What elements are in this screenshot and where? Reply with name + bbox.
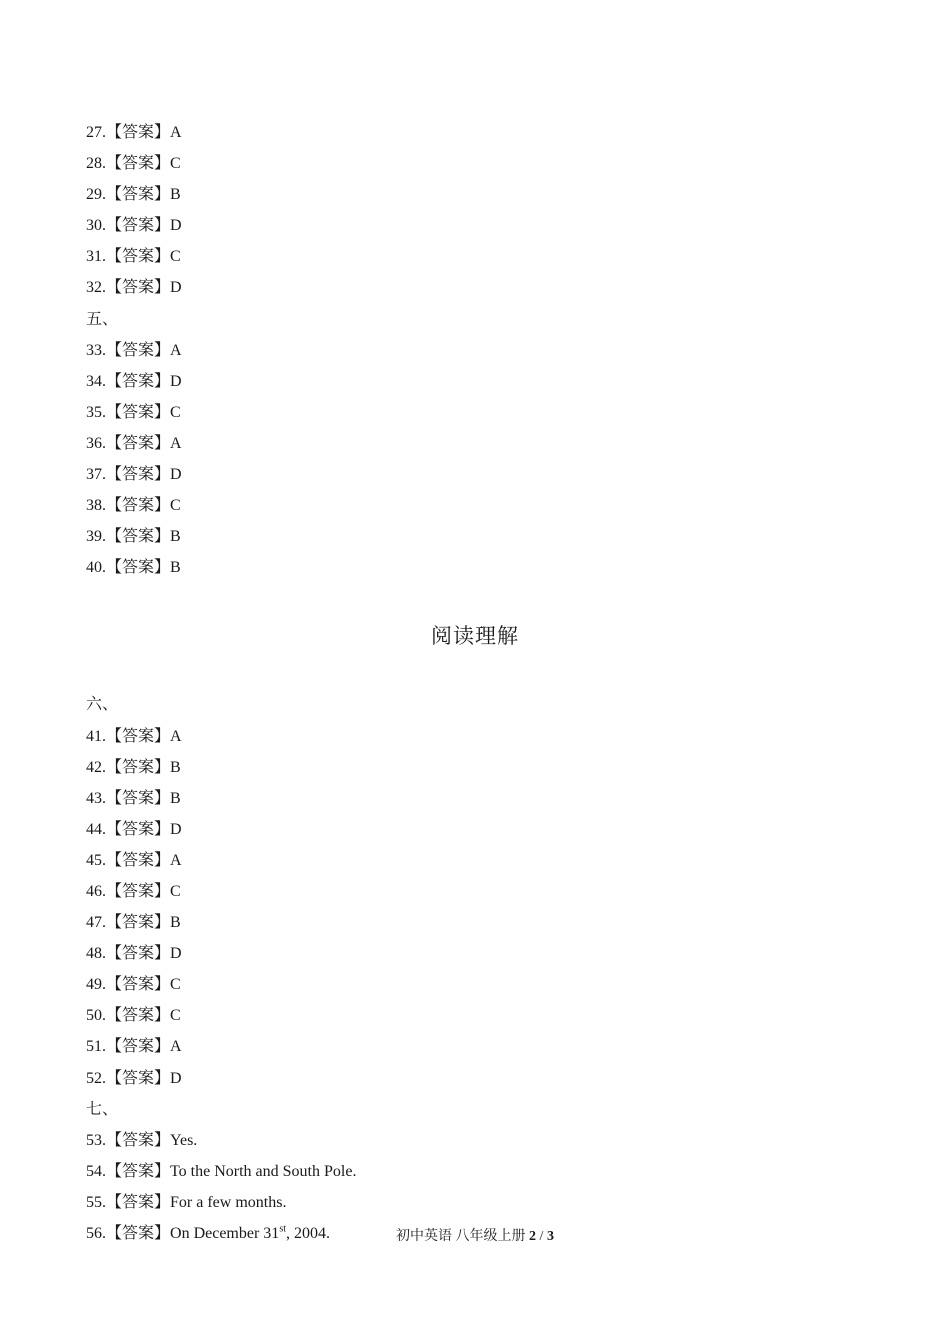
answer-value: D (170, 217, 182, 235)
answer-tag: 【答案】 (106, 559, 171, 577)
answer-line (86, 1063, 866, 1094)
answer-tag: 【答案】 (106, 789, 171, 807)
question-number: 36. (86, 434, 106, 452)
answer-line (86, 179, 866, 210)
section-label: 六、 (86, 696, 119, 714)
answer-value: A (170, 1038, 182, 1056)
question-number: 56. (86, 1225, 106, 1242)
answer-line (86, 907, 866, 938)
answer-line (86, 521, 866, 552)
answer-value: D (170, 279, 182, 297)
question-number: 44. (86, 820, 106, 838)
answer-value: D (170, 945, 182, 963)
answer-line (86, 335, 866, 366)
answer-line (86, 428, 866, 459)
answer-value: C (170, 1007, 181, 1025)
answer-line (86, 117, 866, 148)
answer-tag: 【答案】 (106, 1038, 171, 1056)
answer-value-tail: , 2004. (285, 1225, 330, 1242)
answer-line (86, 459, 866, 490)
question-number: 47. (86, 914, 106, 932)
page-separator: / (539, 1229, 544, 1244)
question-number: 53. (86, 1131, 106, 1149)
page-number: 2 (529, 1229, 537, 1244)
answer-value: B (170, 186, 181, 204)
answer-value: B (170, 789, 181, 807)
question-number: 39. (86, 528, 106, 546)
answer-value: A (170, 341, 182, 359)
answer-value: B (170, 559, 181, 577)
question-number: 38. (86, 497, 106, 515)
answer-line (86, 366, 866, 397)
answer-tag: 【答案】 (106, 466, 171, 484)
question-number: 28. (86, 155, 106, 173)
answer-value: C (170, 497, 181, 515)
answer-line (86, 938, 866, 969)
answer-value: D (170, 372, 182, 390)
question-number: 27. (86, 124, 106, 141)
section-heading: 阅读理解 (431, 624, 519, 649)
answer-line (86, 397, 866, 428)
answer-tag: 【答案】 (106, 851, 171, 869)
answer-line (86, 721, 866, 752)
section-label: 五、 (86, 310, 119, 328)
answer-value: C (170, 403, 181, 421)
question-number: 37. (86, 466, 106, 484)
question-number: 40. (86, 559, 106, 577)
answer-value: For a few months. (170, 1193, 287, 1211)
answer-line (86, 1156, 866, 1187)
answer-value: C (170, 882, 181, 900)
question-number: 55. (86, 1193, 106, 1211)
question-number: 51. (86, 1038, 106, 1056)
answer-value: Yes. (170, 1131, 198, 1149)
answer-value: B (170, 528, 181, 546)
answer-line (86, 552, 866, 583)
answer-line (86, 1125, 866, 1156)
answer-tag: 【答案】 (106, 1131, 171, 1149)
question-number: 41. (86, 727, 106, 745)
question-number: 42. (86, 758, 106, 776)
question-number: 35. (86, 403, 106, 421)
answer-tag: 【答案】 (106, 403, 171, 421)
answer-value: D (170, 466, 182, 484)
answer-line (86, 490, 866, 521)
answer-value: A (170, 434, 182, 452)
answer-tag: 【答案】 (106, 434, 171, 452)
answer-line (86, 845, 866, 876)
page-footer (0, 1227, 950, 1247)
question-number: 52. (86, 1069, 106, 1087)
question-number: 30. (86, 217, 106, 235)
answer-line (86, 1000, 866, 1031)
answer-value: A (170, 124, 182, 141)
answer-tag: 【答案】 (106, 124, 171, 141)
answer-line (86, 272, 866, 303)
answer-tag: 【答案】 (106, 155, 171, 173)
answer-value: A (170, 851, 182, 869)
question-number: 34. (86, 372, 106, 390)
answer-list (86, 117, 866, 1249)
question-number: 54. (86, 1162, 106, 1180)
question-number: 43. (86, 789, 106, 807)
answer-value: C (170, 155, 181, 173)
answer-value: To the North and South Pole. (170, 1162, 357, 1180)
answer-line (86, 148, 866, 179)
answer-value: D (170, 1069, 182, 1087)
answer-tag: 【答案】 (106, 976, 171, 994)
answer-line (86, 241, 866, 272)
question-number: 32. (86, 279, 106, 297)
question-number: 29. (86, 186, 106, 204)
answer-line (86, 969, 866, 1000)
answer-line (86, 783, 866, 814)
question-number: 31. (86, 248, 106, 266)
question-number: 49. (86, 976, 106, 994)
answer-tag: 【答案】 (106, 186, 171, 204)
answer-tag: 【答案】 (106, 497, 171, 515)
answer-tag: 【答案】 (106, 914, 171, 932)
answer-tag: 【答案】 (106, 217, 171, 235)
answer-tag: 【答案】 (106, 758, 171, 776)
answer-tag: 【答案】 (106, 727, 171, 745)
page-total: 3 (546, 1229, 554, 1244)
answer-tag: 【答案】 (106, 820, 171, 838)
answer-tag: 【答案】 (106, 945, 171, 963)
answer-value: C (170, 248, 181, 266)
question-number: 48. (86, 945, 106, 963)
answer-tag: 【答案】 (106, 279, 171, 297)
question-number: 46. (86, 882, 106, 900)
answer-tag: 【答案】 (106, 1007, 171, 1025)
ordinal-suffix: st (279, 1223, 286, 1235)
answer-value: C (170, 976, 181, 994)
answer-tag: 【答案】 (106, 372, 171, 390)
answer-value: D (170, 820, 182, 838)
answer-tag: 【答案】 (106, 528, 171, 546)
question-number: 45. (86, 851, 106, 869)
answer-value: On December 31 (170, 1225, 280, 1242)
answer-tag: 【答案】 (106, 1225, 171, 1242)
answer-line (86, 1031, 866, 1062)
answer-value: B (170, 758, 181, 776)
answer-tag: 【答案】 (106, 1069, 171, 1087)
answer-line (86, 210, 866, 241)
answer-line (86, 876, 866, 907)
question-number: 50. (86, 1007, 106, 1025)
question-number: 33. (86, 341, 106, 359)
answer-value: B (170, 914, 181, 932)
answer-tag: 【答案】 (106, 341, 171, 359)
answer-line (86, 752, 866, 783)
answer-line (86, 814, 866, 845)
answer-tag: 【答案】 (106, 1162, 171, 1180)
answer-tag: 【答案】 (106, 1193, 171, 1211)
footer-title: 初中英语 八年级上册 (396, 1229, 526, 1244)
answer-tag: 【答案】 (106, 882, 171, 900)
answer-tag: 【答案】 (106, 248, 171, 266)
section-label: 七、 (86, 1100, 119, 1118)
answer-line (86, 1187, 866, 1218)
answer-value: A (170, 727, 182, 745)
